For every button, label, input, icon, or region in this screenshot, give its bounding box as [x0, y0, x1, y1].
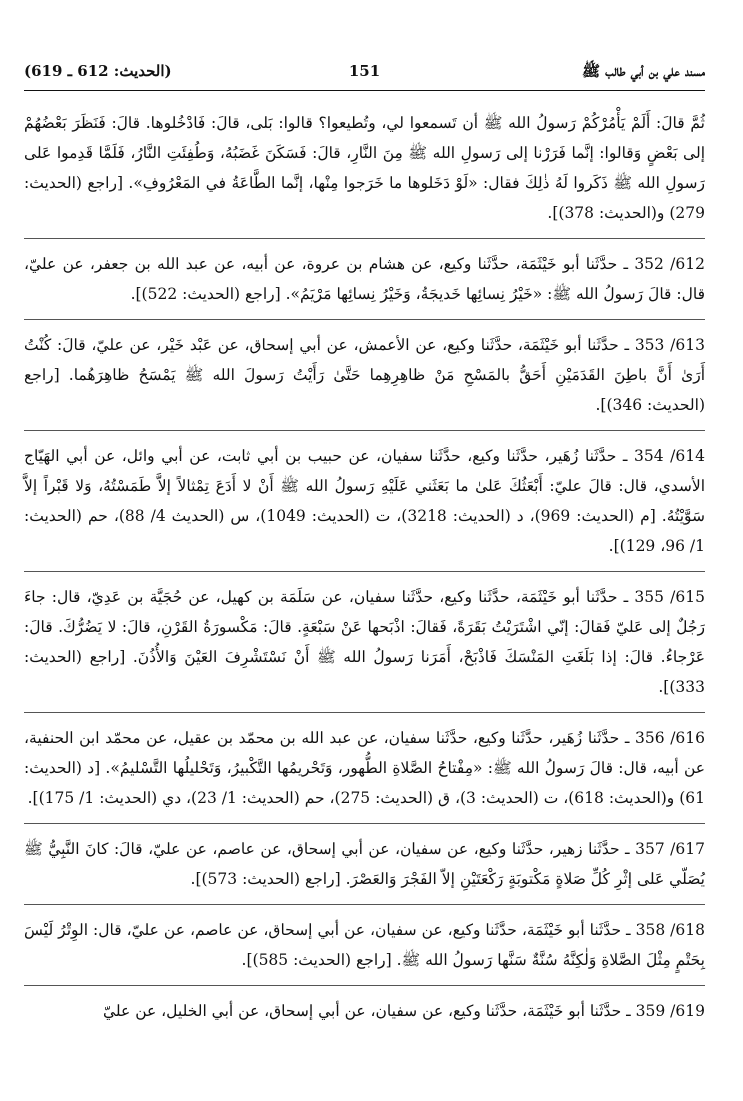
separator [24, 571, 705, 572]
separator [24, 430, 705, 431]
header-divider [24, 90, 705, 91]
separator [24, 904, 705, 905]
hadith-616: 616/ 356 ـ حدَّثَنا زُهَير، حدَّثَنا وكيع، حدَّثَنا سفيان، عن عبد الله بن محمّد بن عقيل، عن محمّد ابن الحنفية، عن أبيه، قال: قالَ رَسولُ الله ﷺ: «مِفْتاحُ الصَّلاةِ الطُّهور، وَتَحْريمُها التَّكْبيرُ، وَتَحْليلُها التَّسْليمُ». [د (الحديث: 61) و(الحديث: 618)، ت (الحديث: 3)، ق (الحديث: 275)، حم (الحديث: 1/ 23)، دي (الحديث: 1/ 175)]. [24, 729, 706, 807]
separator [24, 823, 705, 824]
hadith-613: 613/ 353 ـ حدَّثَنا أبو خَيْثَمَة، حدَّثَنا وكيع، عن الأعمش، عن أبي إسحاق، عن عَبْد خَيْر، عن عليّ، قالَ: كُنْتُ أَرَىٰ أَنَّ باطِنَ القَدَمَيْنِ أَحَقُّ بالمَسْحِ مَنْ ظاهِرِهِما حَتَّىٰ رَأَيْتُ رَسولَ الله ﷺ يَمْسَحُ ظاهِرَهُما. [راجع (الحديث: 346)]. [24, 336, 705, 414]
hadith-618: 618/ 358 ـ حدَّثَنا أبو خَيْثَمَة، حدَّثَنا وكيع، عن سفيان، عن أبي إسحاق، عن عاصم، عن عليّ، قال: الوِتْرُ لَيْسَ بِحَتْمٍ مِثْلَ الصَّلاةِ وَلٰكِنَّهُ سُنَّةٌ سَنَّها رَسولُ الله ﷺ. [راجع (الحديث: 585)]. [24, 921, 705, 969]
separator [24, 238, 705, 239]
page-header [24, 62, 705, 88]
hadith-617: 617/ 357 ـ حدَّثَنا زهير، حدَّثَنا وكيع، عن سفيان، عن أبي إسحاق، عن عاصم، عن عليّ، قالَ: كانَ النَّبِيُّ ﷺ يُصَلّي عَلى إثْرِ كُلِّ صَلاةٍ مَكْتوبَةٍ رَكْعَتَيْنِ إلاّ الفَجْرَ وَالعَصْرَ. [راجع (الحديث: 573)]. [24, 840, 705, 888]
running-title: مسند علي بن أبي طالب ﷺ [581, 62, 705, 80]
separator [24, 712, 705, 713]
separator [24, 319, 705, 320]
page-number: 151 [348, 62, 381, 80]
hadith-612: 612/ 352 ـ حدَّثَنا أبو خَيْثَمَة، حدَّثَنا وكيع، عن هشام بن عروة، عن أبيه، عن عبد الله بن جعفر، عن عليّ، قال: قالَ رَسولُ الله ﷺ: «خَيْرُ نِسائِها خَديجَةُ، وَخَيْرُ نِسائِها مَرْيَمُ». [راجع (الحديث: 522)]. [24, 255, 705, 303]
hadith-619: 619/ 359 ـ حدَّثَنا أبو خَيْثَمَة، حدَّثَنا وكيع، عن سفيان، عن أبي إسحاق، عن أبي الخليل، عن عليّ [102, 1002, 705, 1020]
hadith-614: 614/ 354 ـ حدَّثَنا زُهَير، حدَّثَنا وكيع، حدَّثَنا سفيان، عن حبيب بن أبي ثابت، عن أبي وائل، عن أبي الهَيّاج الأسدي، قال: قالَ عليّ: أَبْعَثُكَ عَلىٰ ما بَعَثَني عَلَيْهِ رَسولُ الله ﷺ أَنْ لا أَدَعَ تِمْثالاً إلاَّ طَمَسْتُهُ، وَلا قَبْراً إلاَّ سَوَّيْتُهُ. [م (الحديث: 969)، د (الحديث: 3218)، ت (الحديث: 1049)، س (الحديث 4/ 88)، حم (الحديث: 1/ 96، 129)]. [24, 447, 706, 555]
hadith-range: (الحديث: 612 ـ 619) [24, 62, 172, 80]
separator [24, 985, 705, 986]
hadith-continuation: ثُمَّ قالَ: أَلَمْ يَأْمُرْكُمْ رَسولُ الله ﷺ أن تَسمعوا لي، وتُطيعوا؟ قالوا: بَلى، قالَ: فَادْخُلوها. قالَ: فَنَظَرَ بَعْضُهُمْ إلى بَعْضٍ وَقالوا: إنَّما فَرَرْنا إلى رَسولِ الله ﷺ مِنَ النَّارِ، قالَ: فَسَكَنَ غَضَبُهُ، وَطُفِئَتِ النَّارُ، فَلَمَّا قَدِموا عَلى رَسولِ الله ﷺ ذَكَروا لَهُ ذٰلِكَ فقال: «لَوْ دَخَلوها ما خَرَجوا مِنْها، إنَّما الطَّاعَةُ في المَعْرُوفِ». [راجع (الحديث: 279) و(الحديث: 378)]. [24, 114, 705, 222]
page-body [24, 108, 705, 1036]
hadith-615: 615/ 355 ـ حدَّثَنا أبو خَيْثَمَة، حدَّثَنا وكيع، حدَّثَنا سفيان، عن سَلَمَة بن كهيل، عن حُجَيَّة بن عَدِيّ، قال: جاءَ رَجُلٌ إلى عَليّ فَقالَ: إنّي اشْتَرَيْتُ بَقَرَةً، فَقالَ: اذْبَحها عَنْ سَبْعَةٍ. قالَ: مَكْسورَةُ القَرْنِ، قالَ: لا يَضُرُّكَ. قالَ: عَرْجاءُ. قالَ: إذا بَلَغَتِ المَنْسَكَ فَاذْبَحْ، أَمَرَنا رَسولُ الله ﷺ أَنْ نَسْتَشْرِفَ العَيْنَ وَالأُذُنَ. [راجع (الحديث: 333)]. [24, 588, 705, 696]
